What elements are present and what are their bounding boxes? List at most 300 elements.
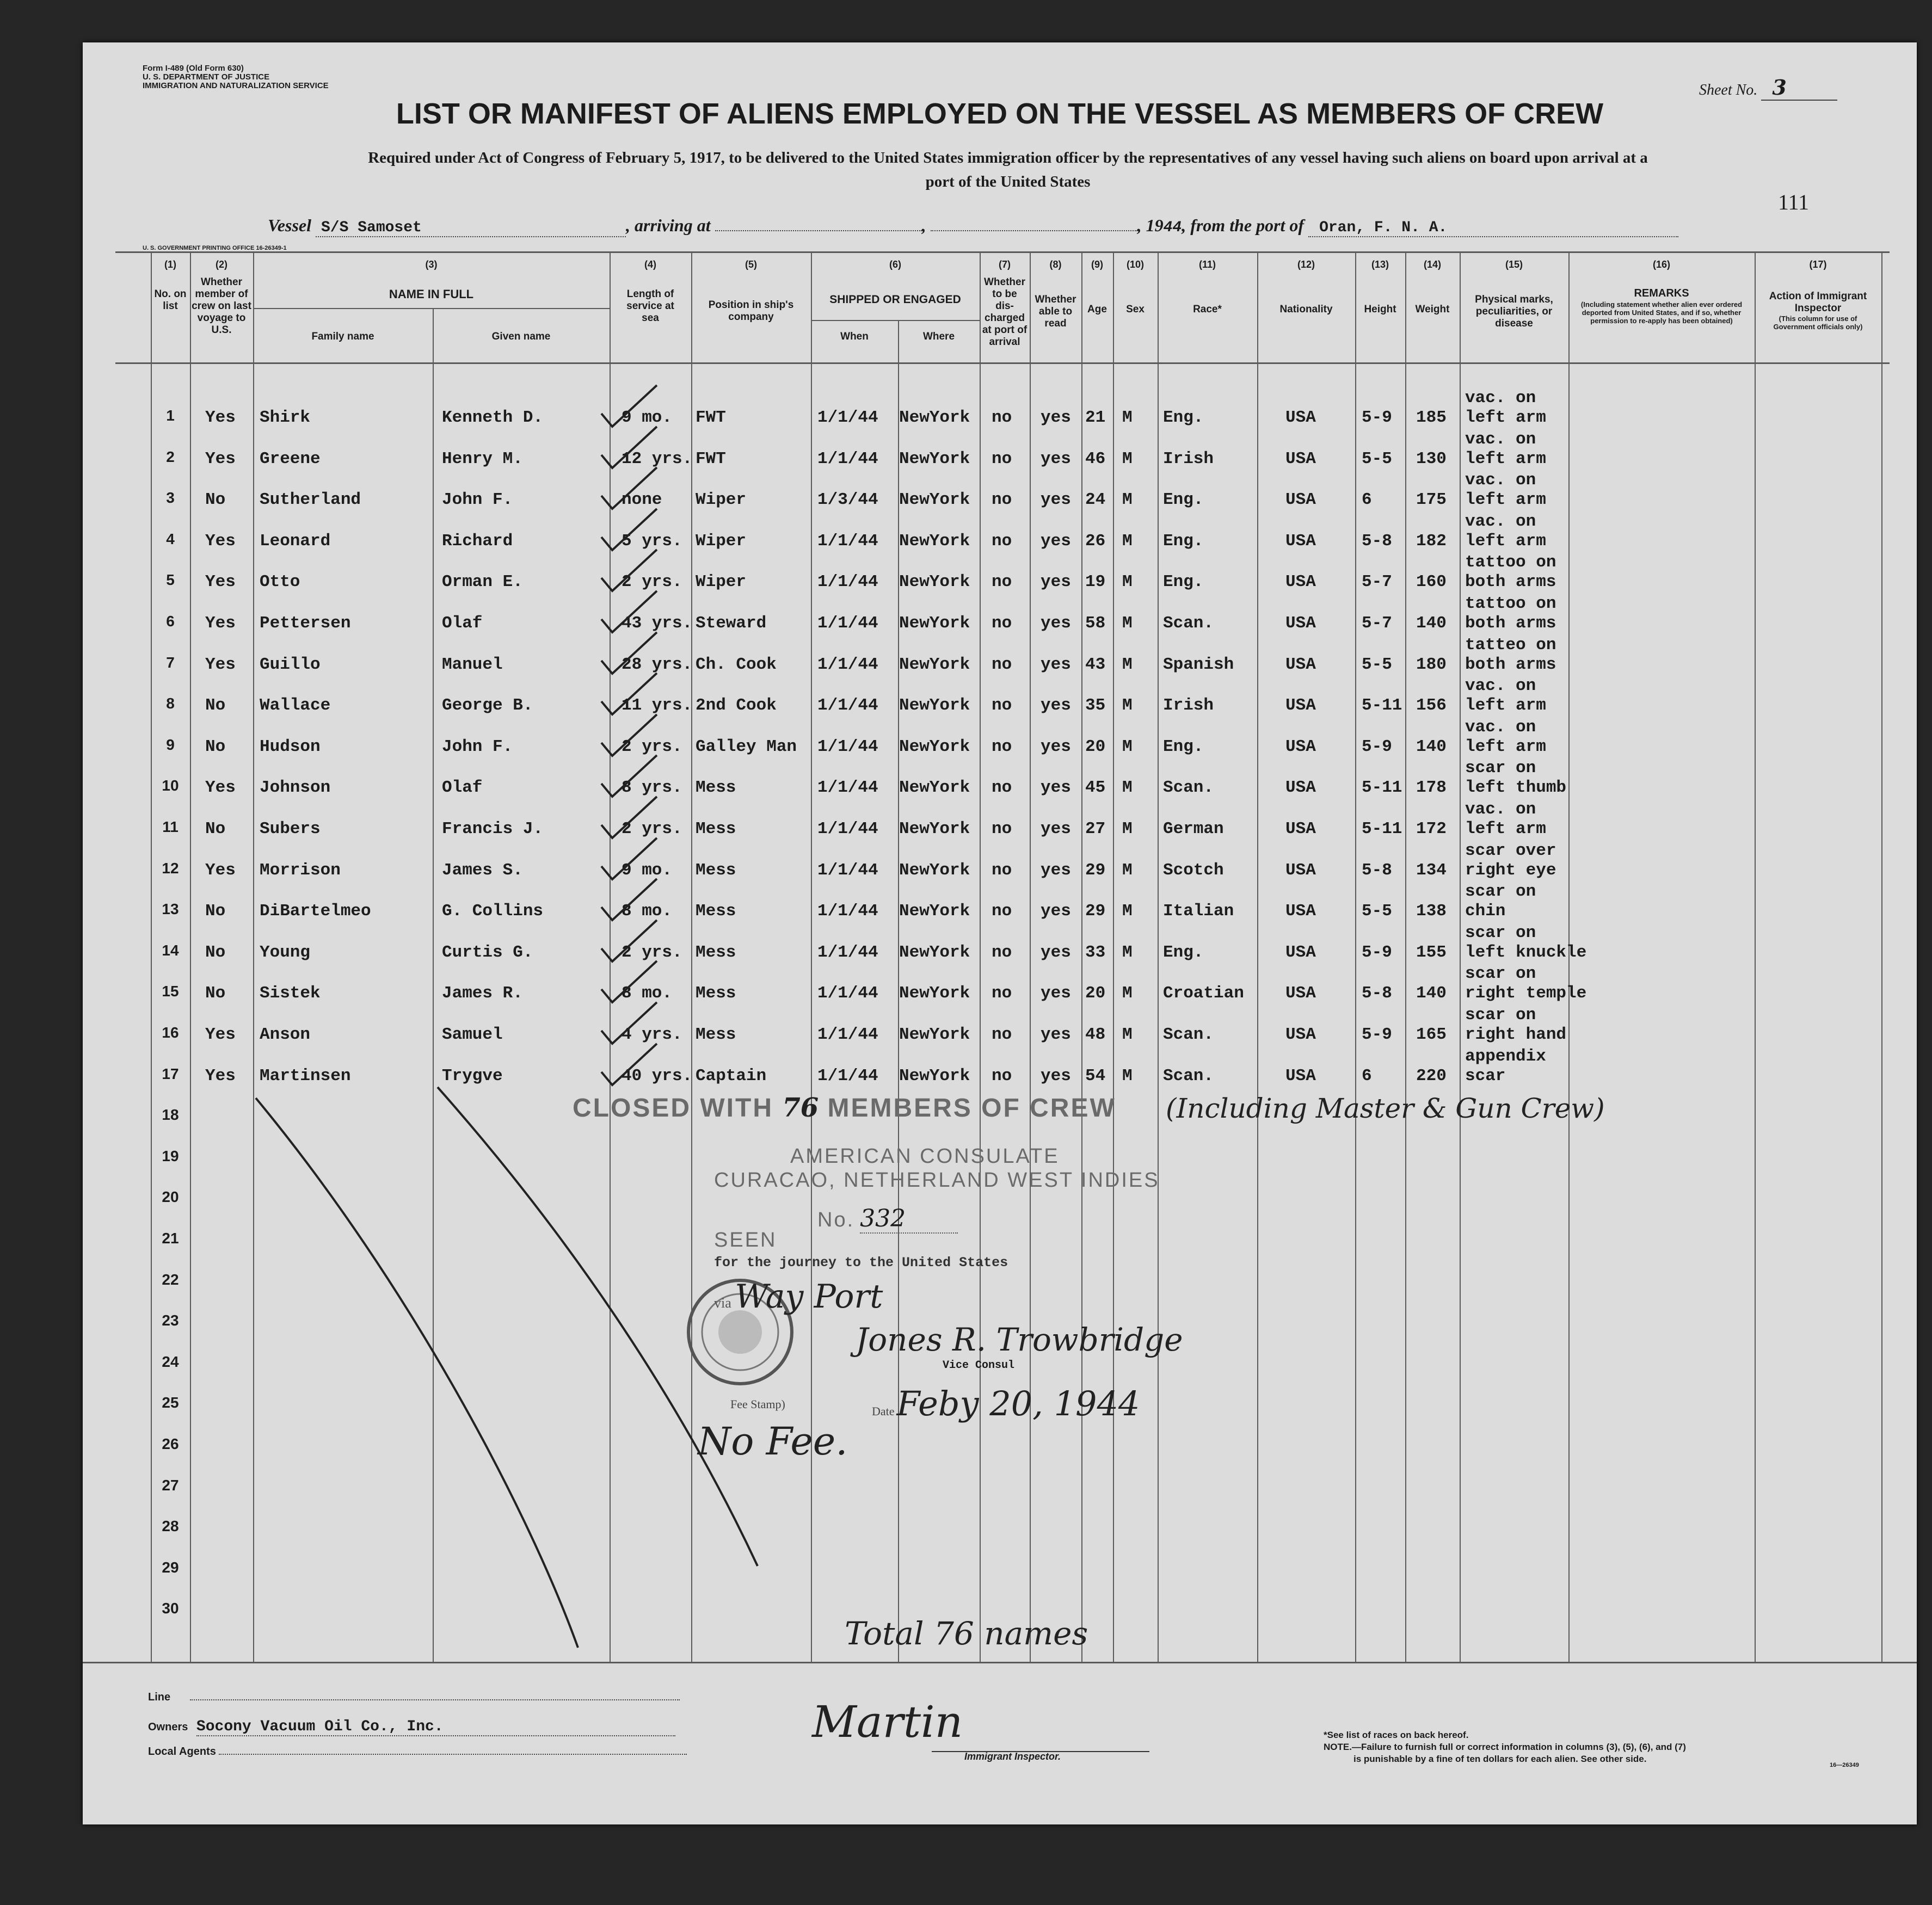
able-to-read-cell: yes	[1041, 696, 1071, 716]
agents-blank	[219, 1754, 687, 1755]
family-name-cell: Otto	[260, 572, 300, 592]
discharge-cell: no	[992, 902, 1012, 921]
discharge-cell: no	[992, 490, 1012, 510]
position-cell: Captain	[696, 1066, 767, 1086]
family-name-cell: Leonard	[260, 531, 331, 551]
physical-marks-line: both arms	[1465, 572, 1556, 592]
age-cell: 21	[1085, 408, 1106, 427]
position-cell: Wiper	[696, 572, 747, 592]
service-length-cell: 2 yrs.	[622, 572, 682, 592]
form-id-line: Form I-489 (Old Form 630)	[143, 64, 244, 73]
header-sex: Sex	[1126, 304, 1145, 315]
able-to-read-cell: yes	[1041, 942, 1071, 962]
physical-marks-line: right temple	[1465, 984, 1587, 1003]
row-number: 14	[162, 941, 179, 959]
date-value: Feby 20, 1944	[896, 1384, 1140, 1423]
family-name-cell: Hudson	[260, 737, 321, 756]
position-cell: Mess	[696, 819, 736, 839]
height-cell: 5-8	[1362, 860, 1392, 880]
given-name-cell: Olaf	[442, 778, 483, 798]
prev-voyage-cell: Yes	[205, 531, 236, 551]
physical-marks-line: left arm	[1465, 408, 1546, 427]
form-id-line: IMMIGRATION AND NATURALIZATION SERVICE	[143, 81, 329, 90]
position-cell: Ch. Cook	[696, 655, 777, 674]
height-cell: 5-11	[1362, 696, 1402, 716]
physical-marks-line: left arm	[1465, 819, 1546, 839]
physical-marks-line: both arms	[1465, 655, 1556, 674]
given-name-cell: James R.	[442, 984, 523, 1003]
race-cell: Croatian	[1163, 984, 1244, 1003]
row-number: 4	[166, 530, 175, 547]
race-cell: Scan.	[1163, 1025, 1214, 1044]
family-name-cell: Pettersen	[260, 614, 351, 633]
sex-cell: M	[1122, 737, 1133, 756]
prev-voyage-cell: Yes	[205, 1025, 236, 1044]
age-cell: 27	[1085, 819, 1106, 839]
header-name-in-full: NAME IN FULL	[389, 287, 474, 301]
closed-stamp	[573, 1093, 1116, 1123]
shipped-where-cell: NewYork	[899, 942, 970, 962]
weight-cell: 180	[1416, 655, 1447, 674]
prev-voyage-cell: No	[205, 902, 226, 921]
discharge-cell: no	[992, 408, 1012, 427]
form-id-line: U. S. DEPARTMENT OF JUSTICE	[143, 72, 270, 82]
given-name-cell: Orman E.	[442, 572, 523, 592]
column-number: (3)	[425, 259, 438, 270]
shipped-where-cell: NewYork	[899, 1025, 970, 1044]
shipped-when-cell: 1/1/44	[817, 1066, 878, 1086]
physical-marks-line: both arms	[1465, 614, 1556, 633]
race-cell: Scan.	[1163, 778, 1214, 798]
able-to-read-cell: yes	[1041, 1025, 1071, 1044]
sex-cell: M	[1122, 614, 1133, 633]
physical-marks-line: left arm	[1465, 449, 1546, 468]
discharge-cell: no	[992, 984, 1012, 1003]
physical-marks-line: left thumb	[1465, 778, 1567, 798]
vessel-line: Vessel S/S Samoset , arriving at , , 1944, from the port of Oran, F. N. A.	[268, 215, 1678, 237]
header-remarks-note: (Including statement whether alien ever ordered deported from United States, and if so, whether permission to re-apply has been obtained)	[1580, 300, 1743, 325]
row-number: 8	[166, 695, 175, 712]
row-number: 19	[162, 1147, 179, 1164]
prev-voyage-cell: No	[205, 819, 226, 839]
physical-marks-line: tatteo on	[1465, 635, 1556, 655]
column-number: (2)	[216, 259, 227, 270]
discharge-cell: no	[992, 778, 1012, 798]
height-cell: 5-5	[1362, 449, 1392, 468]
race-cell: Spanish	[1163, 655, 1234, 674]
discharge-cell: no	[992, 737, 1012, 756]
service-length-cell: 8 mo.	[622, 902, 673, 921]
nationality-cell: USA	[1285, 1025, 1316, 1044]
weight-cell: 140	[1416, 614, 1447, 633]
row-number: 24	[162, 1353, 179, 1370]
physical-marks-line: right eye	[1465, 860, 1556, 880]
nationality-cell: USA	[1285, 902, 1316, 921]
header-physical-marks: Physical marks, peculiarities, or disease	[1475, 294, 1553, 329]
discharge-cell: no	[992, 572, 1012, 592]
line-field	[148, 1691, 680, 1704]
service-length-cell: 40 yrs.	[622, 1066, 693, 1086]
via-label: via	[714, 1295, 731, 1311]
shipped-where-cell: NewYork	[899, 614, 970, 633]
fee-stamp-label: Fee Stamp)	[730, 1397, 785, 1411]
physical-marks-line: left arm	[1465, 490, 1546, 510]
shipped-where-cell: NewYork	[899, 819, 970, 839]
cancel-stroke	[438, 1087, 758, 1566]
shipped-where-cell: NewYork	[899, 860, 970, 880]
form-code: 16—26349	[1830, 1762, 1859, 1768]
race-cell: Scotch	[1163, 860, 1224, 880]
physical-marks-line: chin	[1465, 902, 1506, 921]
port-value: Oran, F. N. A.	[1308, 219, 1678, 237]
row-number: 25	[162, 1394, 179, 1411]
shipped-when-cell: 1/1/44	[817, 614, 878, 633]
given-name-cell: John F.	[442, 490, 513, 510]
given-name-cell: Kenneth D.	[442, 408, 544, 427]
physical-marks-line: vac. on	[1465, 429, 1536, 449]
nationality-cell: USA	[1285, 655, 1316, 674]
position-cell: Mess	[696, 778, 736, 798]
position-cell: Mess	[696, 942, 736, 962]
shipped-where-cell: NewYork	[899, 778, 970, 798]
family-name-cell: Martinsen	[260, 1066, 351, 1086]
height-cell: 6	[1362, 490, 1372, 510]
given-name-cell: Samuel	[442, 1025, 503, 1044]
height-cell: 5-11	[1362, 819, 1402, 839]
physical-marks-line: vac. on	[1465, 676, 1536, 696]
header-where: Where	[922, 331, 955, 342]
service-length-cell: none	[622, 490, 662, 510]
shipped-where-cell: NewYork	[899, 572, 970, 592]
sex-cell: M	[1122, 942, 1133, 962]
column-number: (15)	[1505, 259, 1523, 270]
weight-cell: 220	[1416, 1066, 1447, 1086]
row-number: 3	[166, 489, 175, 507]
line-label: Line	[148, 1691, 171, 1703]
family-name-cell: Sutherland	[260, 490, 361, 510]
prev-voyage-cell: Yes	[205, 572, 236, 592]
prev-voyage-cell: No	[205, 737, 226, 756]
race-cell: Irish	[1163, 696, 1214, 716]
printing-office: U. S. GOVERNMENT PRINTING OFFICE 16-26349-1	[143, 245, 287, 251]
date-label: Date	[872, 1404, 895, 1418]
family-name-cell: Young	[260, 942, 311, 962]
service-length-cell: 9 mo.	[622, 408, 673, 427]
footer-note: NOTE.—Failure to furnish full or correct information in columns (3), (5), (6), and (7)	[1324, 1742, 1686, 1752]
height-cell: 5-5	[1362, 655, 1392, 674]
service-length-cell: 43 yrs.	[622, 614, 693, 633]
family-name-cell: Subers	[260, 819, 321, 839]
age-cell: 19	[1085, 572, 1106, 592]
age-cell: 46	[1085, 449, 1106, 468]
age-cell: 43	[1085, 655, 1106, 674]
age-cell: 26	[1085, 531, 1106, 551]
shipped-where-cell: NewYork	[899, 490, 970, 510]
shipped-when-cell: 1/1/44	[817, 408, 878, 427]
able-to-read-cell: yes	[1041, 1066, 1071, 1086]
agents-field	[148, 1746, 687, 1758]
row-number: 1	[166, 407, 175, 424]
header-previous-voyage: Whether member of crew on last voyage to U.S.	[192, 276, 251, 336]
race-cell: Eng.	[1163, 408, 1204, 427]
shipped-when-cell: 1/1/44	[817, 1025, 878, 1044]
shipped-where-cell: NewYork	[899, 531, 970, 551]
service-length-cell: 8 mo.	[622, 984, 673, 1003]
closed-count: 76	[782, 1093, 819, 1123]
totals-note: Total 76 names	[845, 1615, 1088, 1652]
shipped-where-cell: NewYork	[899, 1066, 970, 1086]
height-cell: 5-5	[1362, 902, 1392, 921]
physical-marks-line: left knuckle	[1465, 942, 1587, 962]
age-cell: 54	[1085, 1066, 1106, 1086]
given-name-cell: George B.	[442, 696, 533, 716]
weight-cell: 140	[1416, 984, 1447, 1003]
service-length-cell: 9 mo.	[622, 860, 673, 880]
family-name-cell: Johnson	[260, 778, 331, 798]
race-cell: German	[1163, 819, 1224, 839]
able-to-read-cell: yes	[1041, 984, 1071, 1003]
nationality-cell: USA	[1285, 490, 1316, 510]
prev-voyage-cell: No	[205, 942, 226, 962]
race-cell: Eng.	[1163, 942, 1204, 962]
shipped-where-cell: NewYork	[899, 902, 970, 921]
height-cell: 5-7	[1362, 614, 1392, 633]
sex-cell: M	[1122, 490, 1133, 510]
owners-field	[148, 1718, 675, 1736]
owners-label: Owners	[148, 1721, 188, 1733]
via-line	[714, 1278, 883, 1316]
age-cell: 24	[1085, 490, 1106, 510]
column-number: (11)	[1198, 259, 1216, 270]
able-to-read-cell: yes	[1041, 737, 1071, 756]
vice-consul-signature: Jones R. Trowbridge	[856, 1321, 1183, 1358]
column-number: (1)	[164, 259, 176, 270]
given-name-cell: Richard	[442, 531, 513, 551]
column-number: (16)	[1652, 259, 1670, 270]
given-name-cell: Manuel	[442, 655, 503, 674]
able-to-read-cell: yes	[1041, 778, 1071, 798]
given-name-cell: Olaf	[442, 614, 483, 633]
row-number: 15	[162, 983, 179, 1000]
sheet-label: Sheet No.	[1699, 82, 1758, 98]
journey-text: for the journey to the United States	[714, 1255, 1008, 1271]
nationality-cell: USA	[1285, 1066, 1316, 1086]
physical-marks-line: left arm	[1465, 737, 1546, 756]
able-to-read-cell: yes	[1041, 819, 1071, 839]
race-cell: Eng.	[1163, 572, 1204, 592]
shipped-where-cell: NewYork	[899, 655, 970, 674]
shipped-when-cell: 1/1/44	[817, 984, 878, 1003]
closed-note: (Including Master & Gun Crew)	[1166, 1093, 1605, 1124]
able-to-read-cell: yes	[1041, 449, 1071, 468]
prev-voyage-cell: Yes	[205, 1066, 236, 1086]
column-number: (9)	[1091, 259, 1103, 270]
column-number: (14)	[1423, 259, 1441, 270]
weight-cell: 156	[1416, 696, 1447, 716]
sex-cell: M	[1122, 531, 1133, 551]
inspector-label: Immigrant Inspector.	[964, 1751, 1061, 1762]
footer-notes	[1324, 1729, 1686, 1765]
header-position: Position in ship's company	[708, 299, 794, 323]
prev-voyage-cell: No	[205, 984, 226, 1003]
shipped-where-cell: NewYork	[899, 737, 970, 756]
physical-marks-line: tattoo on	[1465, 594, 1556, 613]
nationality-cell: USA	[1285, 531, 1316, 551]
closed-suffix: MEMBERS OF CREW	[827, 1094, 1116, 1123]
header-discharged: Whether to be dis-charged at port of arrival	[982, 276, 1027, 348]
discharge-cell: no	[992, 449, 1012, 468]
family-name-cell: Sistek	[260, 984, 321, 1003]
row-number: 2	[166, 448, 175, 465]
position-cell: Galley Man	[696, 737, 797, 756]
physical-marks-line: tattoo on	[1465, 553, 1556, 572]
given-name-cell: John F.	[442, 737, 513, 756]
service-length-cell: 2 yrs.	[622, 819, 682, 839]
prev-voyage-cell: Yes	[205, 778, 236, 798]
position-cell: Mess	[696, 902, 736, 921]
physical-marks-line: scar	[1465, 1066, 1506, 1086]
weight-cell: 172	[1416, 819, 1447, 839]
weight-cell: 185	[1416, 408, 1447, 427]
line-blank	[190, 1699, 680, 1700]
row-number: 17	[162, 1065, 179, 1082]
age-cell: 20	[1085, 737, 1106, 756]
row-number: 18	[162, 1106, 179, 1124]
race-cell: Eng.	[1163, 531, 1204, 551]
vessel-label: Vessel	[268, 215, 311, 235]
service-length-cell: 2 yrs.	[622, 737, 682, 756]
height-cell: 5-11	[1362, 778, 1402, 798]
shipped-when-cell: 1/3/44	[817, 490, 878, 510]
header-weight: Weight	[1415, 304, 1450, 315]
discharge-cell: no	[992, 860, 1012, 880]
age-cell: 48	[1085, 1025, 1106, 1044]
position-cell: Mess	[696, 860, 736, 880]
prev-voyage-cell: Yes	[205, 860, 236, 880]
shipped-when-cell: 1/1/44	[817, 942, 878, 962]
page-title: LIST OR MANIFEST OF ALIENS EMPLOYED ON THE VESSEL AS MEMBERS OF CREW	[396, 97, 1604, 130]
physical-marks-line: vac. on	[1465, 800, 1536, 819]
discharge-cell: no	[992, 531, 1012, 551]
nationality-cell: USA	[1285, 696, 1316, 716]
race-cell: Eng.	[1163, 490, 1204, 510]
row-number: 26	[162, 1435, 179, 1452]
number-label: No.	[817, 1209, 855, 1231]
position-cell: Steward	[696, 614, 767, 633]
physical-marks-line: scar on	[1465, 1006, 1536, 1025]
discharge-cell: no	[992, 819, 1012, 839]
prev-voyage-cell: Yes	[205, 449, 236, 468]
shipped-when-cell: 1/1/44	[817, 449, 878, 468]
age-cell: 45	[1085, 778, 1106, 798]
sex-cell: M	[1122, 1025, 1133, 1044]
header-inspector-note: (This column for use of Government officials only)	[1773, 315, 1863, 331]
row-number: 10	[162, 777, 179, 794]
age-cell: 29	[1085, 902, 1106, 921]
sex-cell: M	[1122, 696, 1133, 716]
row-number: 21	[162, 1230, 179, 1247]
physical-marks-line: left arm	[1465, 696, 1546, 716]
prev-voyage-cell: Yes	[205, 655, 236, 674]
height-cell: 5-9	[1362, 1025, 1392, 1044]
able-to-read-cell: yes	[1041, 614, 1071, 633]
position-cell: FWT	[696, 408, 726, 427]
header-length-of-service: Length of service at sea	[626, 288, 674, 324]
shipped-when-cell: 1/1/44	[817, 696, 878, 716]
sex-cell: M	[1122, 408, 1133, 427]
shipped-when-cell: 1/1/44	[817, 531, 878, 551]
inspector-signature: Martin	[812, 1697, 963, 1747]
prev-voyage-cell: Yes	[205, 408, 236, 427]
arriving-label: , arriving at	[626, 215, 711, 235]
discharge-cell: no	[992, 655, 1012, 674]
position-cell: FWT	[696, 449, 726, 468]
family-name-cell: Morrison	[260, 860, 341, 880]
service-length-cell: 12 yrs.	[622, 449, 693, 468]
weight-cell: 182	[1416, 531, 1447, 551]
consulate-line-2: CURACAO, NETHERLAND WEST INDIES	[714, 1169, 1160, 1192]
row-number: 20	[162, 1188, 179, 1206]
race-cell: Irish	[1163, 449, 1214, 468]
physical-marks-line: scar on	[1465, 964, 1536, 984]
given-name-cell: Curtis G.	[442, 942, 533, 962]
race-cell: Scan.	[1163, 1066, 1214, 1086]
physical-marks-line: vac. on	[1465, 717, 1536, 737]
physical-marks-line: vac. on	[1465, 471, 1536, 490]
footer-note: is punishable by a fine of ten dollars for each alien. See other side.	[1353, 1754, 1647, 1764]
owners-value: Socony Vacuum Oil Co., Inc.	[196, 1718, 675, 1736]
weight-cell: 178	[1416, 778, 1447, 798]
able-to-read-cell: yes	[1041, 902, 1071, 921]
able-to-read-cell: yes	[1041, 531, 1071, 551]
port-label: , from the port of	[1182, 215, 1305, 235]
height-cell: 5-7	[1362, 572, 1392, 592]
weight-cell: 140	[1416, 737, 1447, 756]
height-cell: 5-9	[1362, 408, 1392, 427]
row-number: 6	[166, 613, 175, 630]
weight-cell: 175	[1416, 490, 1447, 510]
nationality-cell: USA	[1285, 449, 1316, 468]
family-name-cell: Anson	[260, 1025, 311, 1044]
weight-cell: 130	[1416, 449, 1447, 468]
cancel-strokes	[83, 42, 1917, 1824]
position-cell: Mess	[696, 1025, 736, 1044]
shipped-where-cell: NewYork	[899, 696, 970, 716]
row-number: 7	[166, 654, 175, 671]
shipped-when-cell: 1/1/44	[817, 902, 878, 921]
shipped-where-cell: NewYork	[899, 984, 970, 1003]
closed-prefix: CLOSED WITH	[573, 1094, 773, 1123]
position-cell: Wiper	[696, 490, 747, 510]
consulate-number	[817, 1205, 958, 1234]
age-cell: 33	[1085, 942, 1106, 962]
race-cell: Scan.	[1163, 614, 1214, 633]
column-number: (8)	[1049, 259, 1062, 270]
cancel-stroke	[256, 1098, 578, 1648]
sex-cell: M	[1122, 655, 1133, 674]
position-cell: Wiper	[696, 531, 747, 551]
weight-cell: 138	[1416, 902, 1447, 921]
able-to-read-cell: yes	[1041, 408, 1071, 427]
header-inspector-action: Action of Immigrant Inspector	[1769, 291, 1867, 314]
year-value: 44	[1163, 219, 1182, 236]
subtitle-line: port of the United States	[925, 173, 1091, 190]
physical-marks-line: scar on	[1465, 759, 1536, 778]
service-length-cell: 5 yrs.	[622, 531, 682, 551]
row-number: 5	[166, 571, 175, 589]
service-length-cell: 2 yrs.	[622, 942, 682, 962]
page-number: 111	[1778, 190, 1810, 214]
